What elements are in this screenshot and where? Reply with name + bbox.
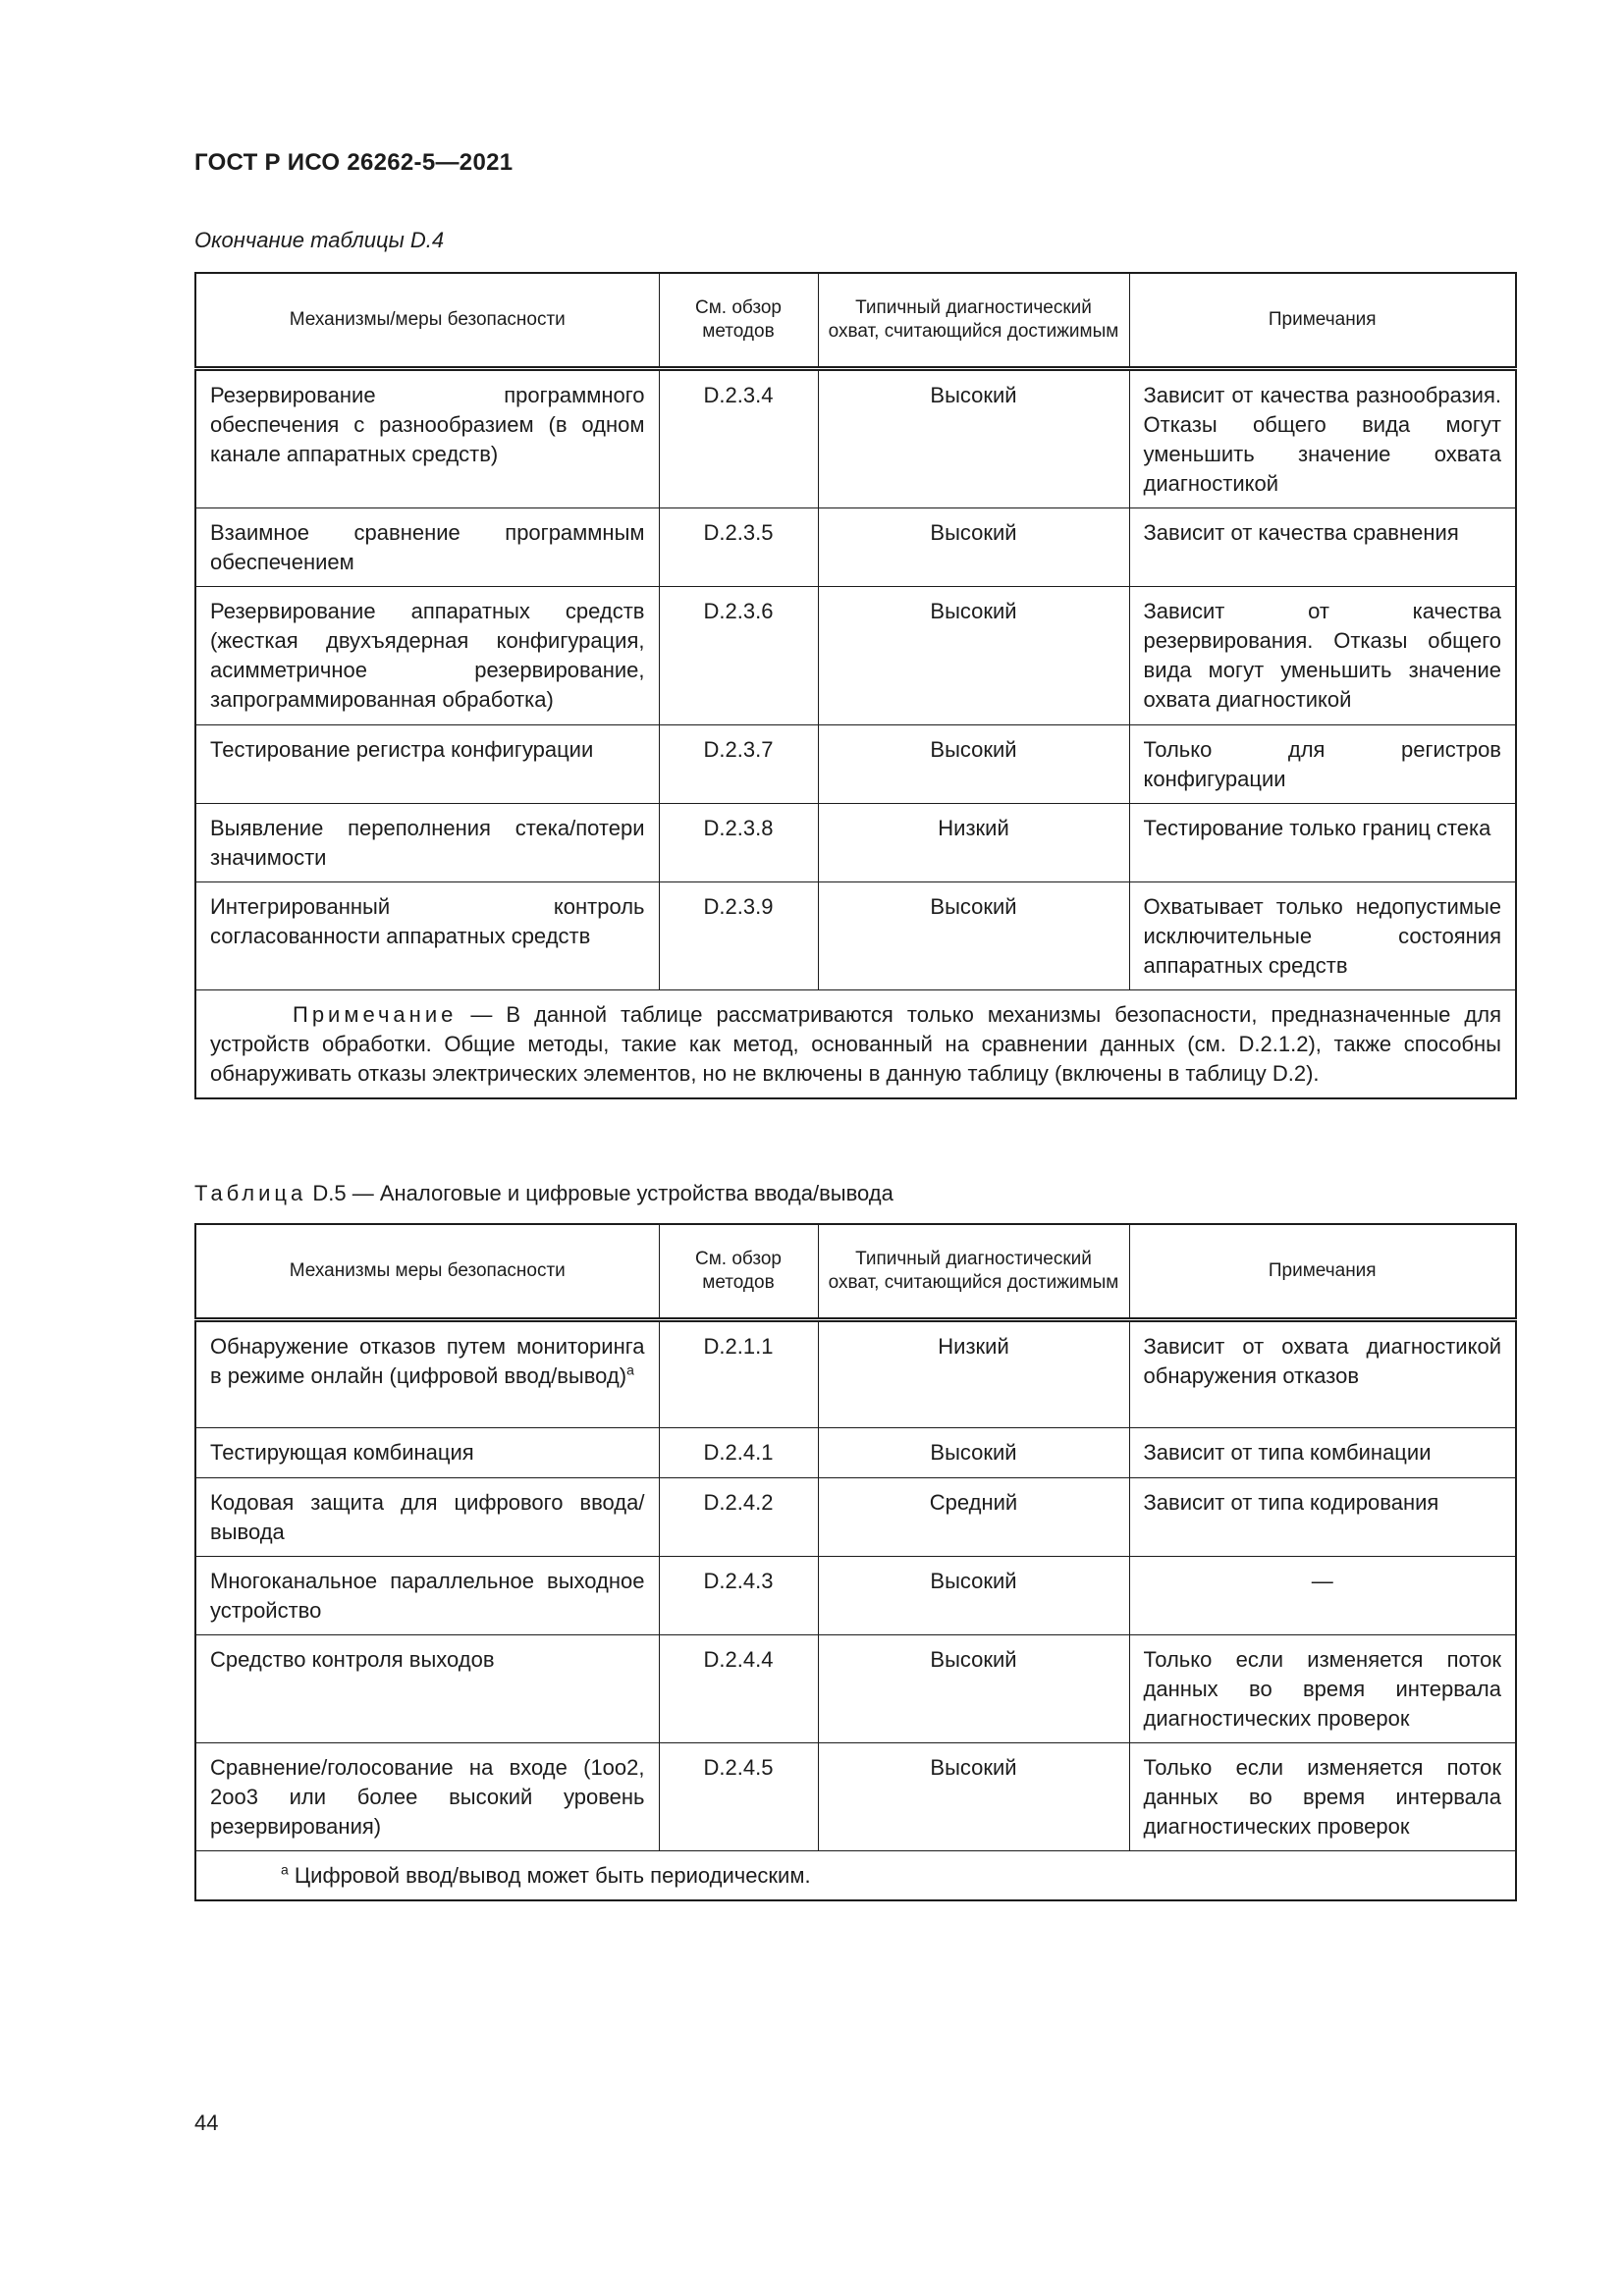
table-d4 [194,272,1517,1099]
note-text: — В данной таблице рассматриваются только механизмы безопасности, предназначенные для устройств обработки. Общие методы, такие как метод, основанный на сравнении данных (см. D.2.1.2), также способны обнаруживать отказы электрических элементов, но не включены в данную таблицу (включены в таблицу D.2). [210,1002,1501,1086]
ref-cell: D.2.3.9 [659,882,818,990]
column-header: Механизмы меры безопасности [195,1224,659,1320]
page-number: 44 [194,2110,219,2135]
column-header: Типичный диагностический охват, считающийся достижимым [818,273,1129,369]
table-row [195,369,1516,508]
notes-cell: — [1129,1557,1516,1635]
measure-cell: Выявление переполнения стека/потери значимости [195,804,659,882]
table-row [195,1320,1516,1428]
notes-cell: Зависит от типа комбинации [1129,1428,1516,1478]
table-row [195,1743,1516,1851]
column-header: См. обзор методов [659,273,818,369]
table-row [195,1635,1516,1743]
notes-cell: Тестирование только границ стека [1129,804,1516,882]
table-row [195,1428,1516,1478]
ref-cell: D.2.1.1 [659,1320,818,1428]
measure-cell [195,1320,659,1428]
footnote-text: Цифровой ввод/вывод может быть периодическим. [288,1863,811,1888]
ref-cell: D.2.3.7 [659,725,818,804]
coverage-cell: Высокий [818,1428,1129,1478]
ref-cell: D.2.4.3 [659,1557,818,1635]
measure-cell: Интегрированный контроль согласованности аппаратных средств [195,882,659,990]
coverage-cell: Высокий [818,1743,1129,1851]
coverage-cell: Высокий [818,725,1129,804]
coverage-cell: Высокий [818,369,1129,508]
measure-cell: Средство контроля выходов [195,1635,659,1743]
notes-cell: Только если изменяется поток данных во время интервала диагностических проверок [1129,1743,1516,1851]
table-footnote [195,1851,1516,1901]
ref-cell: D.2.3.8 [659,804,818,882]
document-header: ГОСТ Р ИСО 26262-5—2021 [194,149,514,176]
table-note [195,990,1516,1099]
table-d5-caption-text: D.5 — Аналоговые и цифровые устройства ввода/вывода [306,1181,893,1205]
ref-cell: D.2.3.4 [659,369,818,508]
coverage-cell: Низкий [818,1320,1129,1428]
column-header: Механизмы/меры безопасности [195,273,659,369]
footnote-mark: a [281,1861,289,1878]
ref-cell: D.2.4.5 [659,1743,818,1851]
table-row [195,882,1516,990]
table-d5 [194,1223,1517,1901]
notes-cell: Только если изменяется поток данных во время интервала диагностических проверок [1129,1635,1516,1743]
measure-cell: Резервирование аппаратных средств (жесткая двухъядерная конфигурация, асимметричное резервирование, запрограммированная обработка) [195,587,659,725]
notes-cell: Зависит от типа кодирования [1129,1478,1516,1557]
measure-cell: Тестирование регистра конфигурации [195,725,659,804]
column-header: Типичный диагностический охват, считающийся достижимым [818,1224,1129,1320]
table-row [195,804,1516,882]
table-header-row [195,273,1516,369]
ref-cell: D.2.4.4 [659,1635,818,1743]
coverage-cell: Низкий [818,804,1129,882]
table-row [195,1557,1516,1635]
column-header: Примечания [1129,1224,1516,1320]
measure-cell: Кодовая защита для цифрового ввода/вывода [195,1478,659,1557]
column-header: Примечания [1129,273,1516,369]
measure-cell: Взаимное сравнение программным обеспечением [195,508,659,587]
coverage-cell: Высокий [818,882,1129,990]
table-note-row [195,990,1516,1099]
coverage-cell: Средний [818,1478,1129,1557]
measure-cell: Сравнение/голосование на входе (1oo2, 2oo3 или более высокий уровень резервирования) [195,1743,659,1851]
table-row [195,1478,1516,1557]
note-label: Примечание [293,1002,458,1027]
measure-cell: Резервирование программного обеспечения с разнообразием (в одном канале аппаратных средств) [195,369,659,508]
table-d5-caption-label: Таблица [194,1181,307,1205]
notes-cell: Зависит от качества резервирования. Отказы общего вида могут уменьшить значение охвата диагностикой [1129,587,1516,725]
table-d4-caption: Окончание таблицы D.4 [194,228,445,252]
table-row [195,587,1516,725]
table-d5-caption [194,1181,893,1206]
table-footnote-row [195,1851,1516,1901]
notes-cell: Охватывает только недопустимые исключительные состояния аппаратных средств [1129,882,1516,990]
measure-cell: Многоканальное параллельное выходное устройство [195,1557,659,1635]
notes-cell: Зависит от охвата диагностикой обнаружения отказов [1129,1320,1516,1428]
measure-text: Обнаружение отказов путем мониторинга в режиме онлайн (цифровой ввод/вывод) [210,1334,645,1388]
coverage-cell: Высокий [818,508,1129,587]
column-header: См. обзор методов [659,1224,818,1320]
ref-cell: D.2.3.5 [659,508,818,587]
table-header-row [195,1224,1516,1320]
coverage-cell: Высокий [818,587,1129,725]
ref-cell: D.2.4.2 [659,1478,818,1557]
coverage-cell: Высокий [818,1557,1129,1635]
notes-cell: Только для регистров конфигурации [1129,725,1516,804]
table-row [195,725,1516,804]
coverage-cell: Высокий [818,1635,1129,1743]
footnote-marker: a [626,1362,634,1378]
ref-cell: D.2.4.1 [659,1428,818,1478]
table-row [195,508,1516,587]
notes-cell: Зависит от качества сравнения [1129,508,1516,587]
notes-cell: Зависит от качества разнообразия. Отказы общего вида могут уменьшить значение охвата диагностикой [1129,369,1516,508]
ref-cell: D.2.3.6 [659,587,818,725]
measure-cell: Тестирующая комбинация [195,1428,659,1478]
